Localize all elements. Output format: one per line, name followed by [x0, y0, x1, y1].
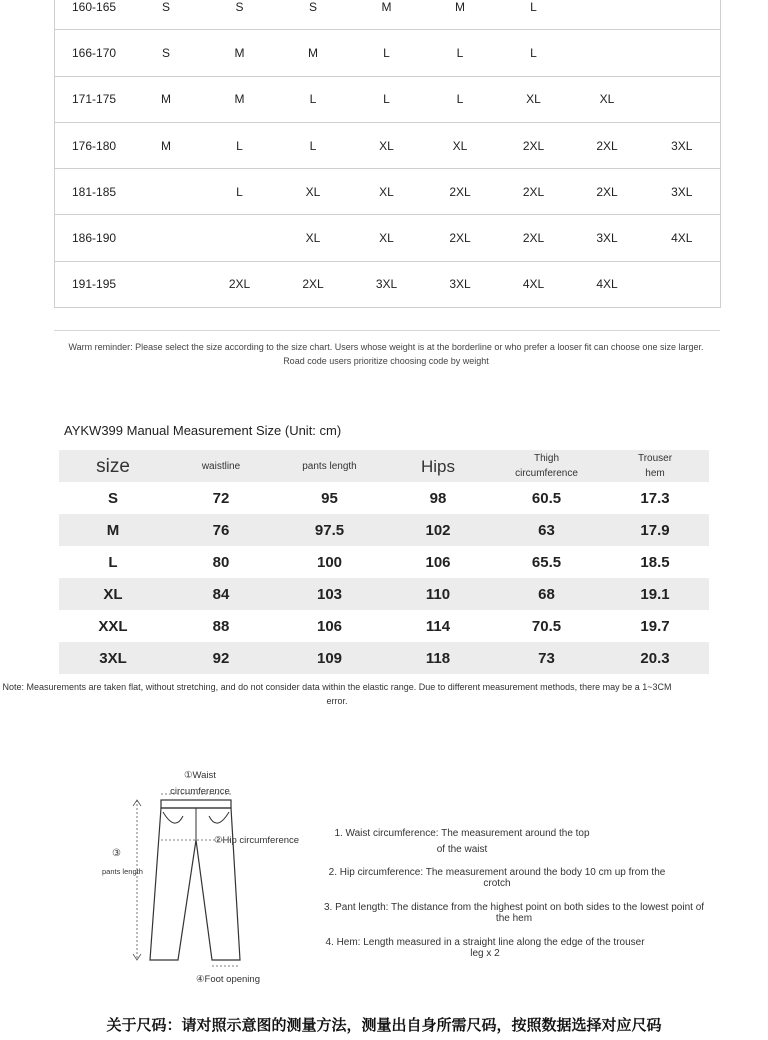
measurement-cell: 70.5: [531, 617, 562, 635]
size-cell: M: [350, 0, 424, 30]
col-header-size: size: [96, 455, 130, 477]
measurement-header-row: [59, 450, 709, 482]
measurement-note: Note: Measurements are taken flat, without stretching, and do not consider data within the elastic range. Due to different measurement methods, there may be a 1~3CM error.: [2, 682, 672, 706]
measurement-cell: 92: [212, 649, 230, 667]
measurement-row: [59, 610, 709, 642]
measurement-row: [59, 642, 709, 674]
label-waist: ①Waist circumference: [170, 770, 230, 797]
size-cell: M: [277, 30, 350, 76]
measurement-cell: 65.5: [531, 553, 562, 571]
size-cell: [644, 0, 721, 30]
size-cell: 2XL: [571, 169, 644, 215]
footer-size-guide: 关于尺码：请对照示意图的测量方法，测量出自身所需尺码，按照数据选择对应尺码: [106, 1016, 662, 1034]
size-cell: 3XL: [571, 215, 644, 261]
size-cell: 2XL: [203, 261, 277, 307]
height-range-cell: 176-180: [55, 122, 130, 168]
measurement-cell: 106: [316, 617, 343, 635]
size-cell: S: [130, 0, 203, 30]
measurement-cell: 95: [321, 489, 338, 507]
size-cell: L: [203, 122, 277, 168]
measurement-cell: 106: [425, 553, 451, 571]
size-cell: [644, 261, 721, 307]
size-cell: 3XL: [644, 169, 721, 215]
measurement-cell: 73: [538, 649, 555, 667]
col-header-thigh: Thigh circumference: [515, 453, 578, 479]
size-cell: S: [277, 0, 350, 30]
measurement-table: [59, 450, 709, 674]
right-pocket: [209, 812, 229, 823]
size-label-cell: S: [107, 489, 118, 507]
measurement-cell: 18.5: [640, 553, 670, 571]
col-header-hips: Hips: [420, 456, 455, 476]
size-cell: S: [203, 0, 277, 30]
measurement-cell: 60.5: [531, 489, 562, 507]
label-length-number: ③: [112, 848, 121, 859]
size-cell: L: [497, 0, 571, 30]
measurement-cell: 68: [538, 585, 555, 603]
measurement-cell: 80: [212, 553, 230, 571]
measurement-cell: 114: [425, 617, 451, 635]
height-row: [55, 122, 721, 168]
measurement-cell: 102: [425, 521, 451, 539]
warm-reminder: [60, 340, 712, 368]
size-cell: L: [424, 76, 497, 122]
measurement-row: [59, 514, 709, 546]
col-header-hem: Trouser hem: [637, 453, 673, 479]
size-cell: 3XL: [644, 122, 721, 168]
size-cell: L: [497, 30, 571, 76]
definition-waist: 1. Waist circumference: The measurement around the top of the waist: [334, 828, 590, 855]
measurement-cell: 17.3: [640, 489, 670, 507]
size-cell: M: [424, 0, 497, 30]
divider: [54, 330, 720, 331]
size-cell: XL: [497, 76, 571, 122]
pants-outline: [150, 808, 240, 960]
measurement-cell: 118: [425, 649, 451, 667]
measurement-row: [59, 578, 709, 610]
size-cell: 2XL: [277, 261, 350, 307]
size-label-cell: XXL: [98, 617, 128, 635]
size-cell: L: [277, 122, 350, 168]
measurement-cell: 109: [316, 649, 343, 667]
height-range-cell: 191-195: [55, 261, 130, 307]
col-header-pants-length: pants length: [302, 460, 357, 472]
measurement-cell: 17.9: [640, 521, 670, 539]
height-range-cell: 160-165: [55, 0, 130, 30]
size-cell: 2XL: [497, 169, 571, 215]
size-cell: XL: [277, 215, 350, 261]
size-label-cell: XL: [103, 585, 123, 603]
measurement-cell: 88: [212, 617, 230, 635]
label-hip: ②Hip circumference: [214, 835, 300, 846]
height-row: [55, 169, 721, 215]
warm-reminder-text: Warm reminder: Please select the size according to the size chart. Users whose weight is at the borderline or who prefer a looser fit can choose one size larger. Road code users prioritize choosing code by weight: [68, 342, 704, 366]
waistband-shape: [161, 800, 231, 808]
size-cell: 2XL: [497, 122, 571, 168]
size-cell: 2XL: [497, 215, 571, 261]
size-cell: [571, 0, 644, 30]
size-cell: M: [203, 76, 277, 122]
measurement-cell: 19.7: [640, 617, 670, 635]
size-label-cell: L: [108, 553, 118, 571]
size-cell: [571, 30, 644, 76]
size-cell: [203, 215, 277, 261]
size-cell: XL: [350, 169, 424, 215]
label-length: pants length: [102, 867, 143, 876]
height-row: [55, 30, 721, 76]
size-cell: L: [424, 30, 497, 76]
size-cell: 4XL: [571, 261, 644, 307]
measurement-row: [59, 482, 709, 514]
height-row: [55, 215, 721, 261]
measurement-cell: 97.5: [314, 521, 345, 539]
size-cell: M: [203, 30, 277, 76]
size-cell: XL: [424, 122, 497, 168]
size-cell: [130, 261, 203, 307]
size-cell: [130, 169, 203, 215]
measurement-cell: 19.1: [640, 585, 670, 603]
measurement-cell: 63: [538, 521, 555, 539]
size-cell: 2XL: [424, 215, 497, 261]
measurement-cell: 110: [425, 585, 451, 603]
size-cell: 4XL: [644, 215, 721, 261]
size-cell: 4XL: [497, 261, 571, 307]
height-row: [55, 76, 721, 122]
col-header-waistline: waistline: [201, 460, 241, 472]
measurement-cell: 20.3: [640, 649, 670, 667]
size-cell: 2XL: [424, 169, 497, 215]
size-label-cell: M: [106, 521, 120, 539]
height-range-cell: 181-185: [55, 169, 130, 215]
definition-length: 3. Pant length: The distance from the highest point on both sides to the lowest point of the hem: [323, 902, 705, 924]
size-cell: XL: [350, 122, 424, 168]
size-cell: 3XL: [350, 261, 424, 307]
height-row: [55, 0, 721, 30]
measurement-cell: 76: [212, 521, 230, 539]
size-cell: 3XL: [424, 261, 497, 307]
size-cell: XL: [571, 76, 644, 122]
height-size-table: [54, 0, 721, 308]
size-cell: 2XL: [571, 122, 644, 168]
size-cell: [644, 76, 721, 122]
height-row: [55, 261, 721, 307]
size-cell: L: [350, 30, 424, 76]
size-cell: [644, 30, 721, 76]
measurement-cell: 103: [316, 585, 343, 603]
size-cell: XL: [277, 169, 350, 215]
size-cell: L: [203, 169, 277, 215]
height-range-cell: 166-170: [55, 30, 130, 76]
definition-hip: 2. Hip circumference: The measurement around the body 10 cm up from the crotch: [328, 867, 666, 889]
measurement-title: AYKW399 Manual Measurement Size (Unit: cm): [64, 423, 342, 438]
size-cell: XL: [350, 215, 424, 261]
measurement-row: [59, 546, 709, 578]
size-cell: M: [130, 76, 203, 122]
measurement-cell: 100: [316, 553, 343, 571]
definition-hem: 4. Hem: Length measured in a straight line along the edge of the trouser leg x 2: [325, 937, 645, 959]
size-cell: L: [277, 76, 350, 122]
measurement-cell: 72: [212, 489, 230, 507]
measurement-cell: 98: [429, 489, 447, 507]
height-range-cell: 186-190: [55, 215, 130, 261]
size-cell: M: [130, 122, 203, 168]
size-cell: L: [350, 76, 424, 122]
left-pocket: [163, 812, 183, 823]
height-range-cell: 171-175: [55, 76, 130, 122]
label-foot-opening: ④Foot opening: [196, 974, 260, 985]
size-label-cell: 3XL: [99, 649, 127, 667]
measurement-cell: 84: [212, 585, 230, 603]
size-cell: S: [130, 30, 203, 76]
size-cell: [130, 215, 203, 261]
